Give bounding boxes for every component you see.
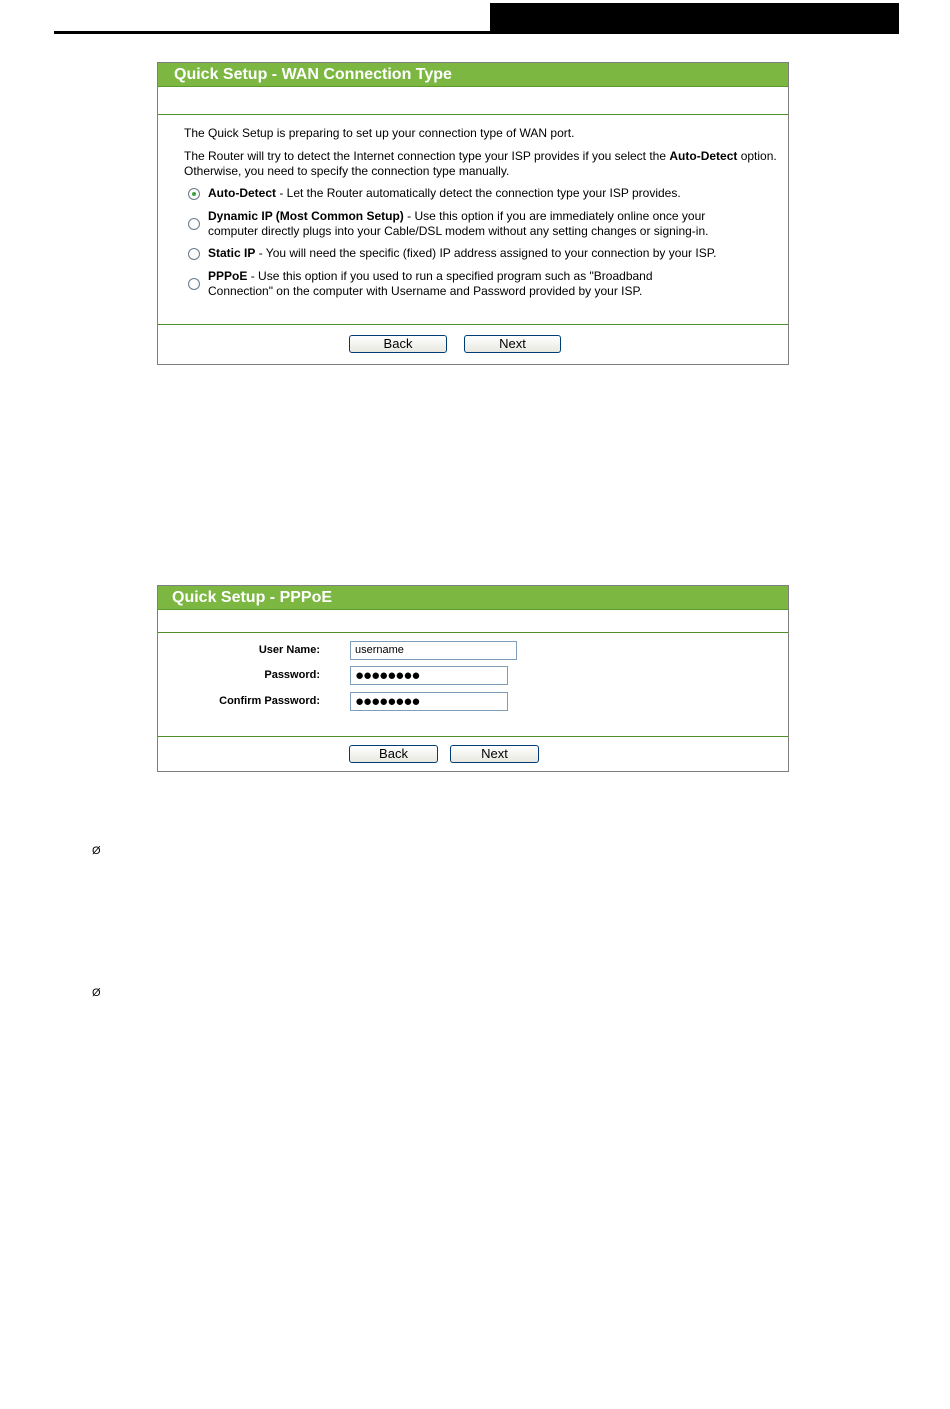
radio-dynamic-ip[interactable]: [188, 218, 200, 230]
back-button[interactable]: Back: [349, 335, 447, 353]
option-desc: computer directly plugs into your Cable/DSL modem without any setting changes or signing-in.: [208, 224, 709, 238]
option-desc: - You will need the specific (fixed) IP address assigned to your connection by your ISP.: [255, 246, 717, 260]
bullet-arrow-icon: Ø: [92, 987, 101, 999]
next-button[interactable]: Next: [464, 335, 561, 353]
option-desc: - Use this option if you are immediately online once your: [403, 209, 706, 223]
option-desc: Connection" on the computer with Username and Password provided by your ISP.: [208, 284, 643, 298]
wan-connection-panel: [157, 62, 789, 365]
panel-title: Quick Setup - WAN Connection Type: [158, 63, 788, 87]
option-name: Auto-Detect: [208, 186, 276, 200]
intro-text: The Quick Setup is preparing to set up your connection type of WAN port.: [184, 126, 575, 140]
radio-static-ip[interactable]: [188, 248, 200, 260]
confirm-password-input[interactable]: ●●●●●●●●: [350, 692, 508, 711]
next-button[interactable]: Next: [450, 745, 539, 763]
option-name: Dynamic IP (Most Common Setup): [208, 209, 404, 223]
username-label: User Name:: [258, 644, 320, 656]
radio-auto-detect[interactable]: [188, 188, 200, 200]
radio-pppoe[interactable]: [188, 278, 200, 290]
panel-footer: [158, 324, 788, 364]
intro-text-manual: Otherwise, you need to specify the connection type manually.: [184, 164, 510, 178]
panel-footer: [158, 736, 788, 771]
intro-text-bold: Auto-Detect: [669, 149, 738, 163]
back-button[interactable]: Back: [349, 745, 438, 763]
option-static-ip: [208, 246, 768, 261]
option-pppoe: [208, 269, 768, 299]
option-dynamic-ip: [208, 209, 768, 239]
panel-divider: [158, 87, 788, 115]
panel-divider: [158, 610, 788, 633]
page-header-line: [54, 31, 490, 34]
option-name: Static IP: [208, 246, 256, 260]
intro-text-part: option.: [737, 149, 777, 163]
confirm-password-label: Confirm Password:: [219, 695, 320, 707]
password-label: Password:: [264, 669, 320, 681]
option-desc: - Let the Router automatically detect the connection type your ISP provides.: [276, 186, 681, 200]
password-input[interactable]: ●●●●●●●●: [350, 666, 508, 685]
intro-text-part: The Router will try to detect the Internet connection type your ISP provides if you select the: [184, 149, 670, 163]
intro-text-detect: [184, 149, 777, 164]
username-input[interactable]: username: [350, 641, 517, 660]
bullet-arrow-icon: Ø: [92, 845, 101, 857]
panel-title: Quick Setup - PPPoE: [158, 586, 788, 610]
pppoe-panel: [157, 585, 789, 772]
option-desc: - Use this option if you used to run a specified program such as "Broadband: [247, 269, 653, 283]
page-header-bar: [490, 3, 899, 34]
option-auto-detect: [208, 186, 768, 201]
option-name: PPPoE: [208, 269, 248, 283]
